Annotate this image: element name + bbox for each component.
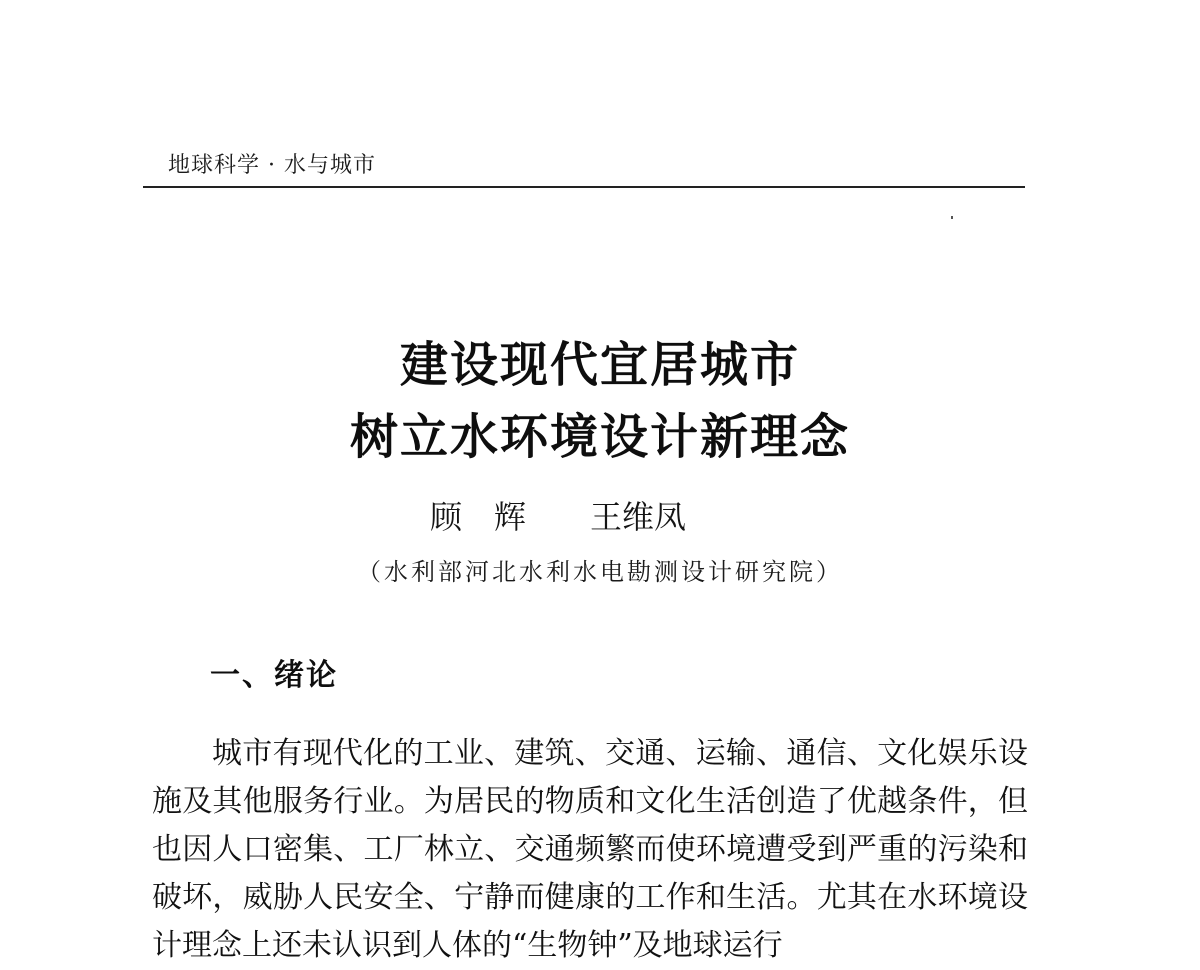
- affiliation: （水利部河北水利水电勘测设计研究院）: [357, 558, 843, 586]
- section-heading: 一、绪论: [210, 658, 338, 693]
- header-rule: [143, 186, 1025, 188]
- body-paragraph: 城市有现代化的工业、建筑、交通、运输、通信、文化娱乐设施及其他服务行业。为居民的物质和文化生活创造了优越条件，但也因人口密集、工厂林立、交通频繁而使环境遭受到严重的污染和破坏，威胁人民安全、宁静而健康的工作和生活。尤其在水环境设计理念上还未认识到人体的“生物钟”及地球运行: [152, 736, 1028, 963]
- scan-speck: [951, 216, 953, 219]
- article-title-line-2: 树立水环境设计新理念: [349, 409, 850, 465]
- authors: 顾 辉 王维凤: [430, 498, 687, 536]
- running-header: 地球科学 · 水与城市: [168, 153, 376, 178]
- article-title-line-1: 建设现代宜居城市: [399, 337, 800, 393]
